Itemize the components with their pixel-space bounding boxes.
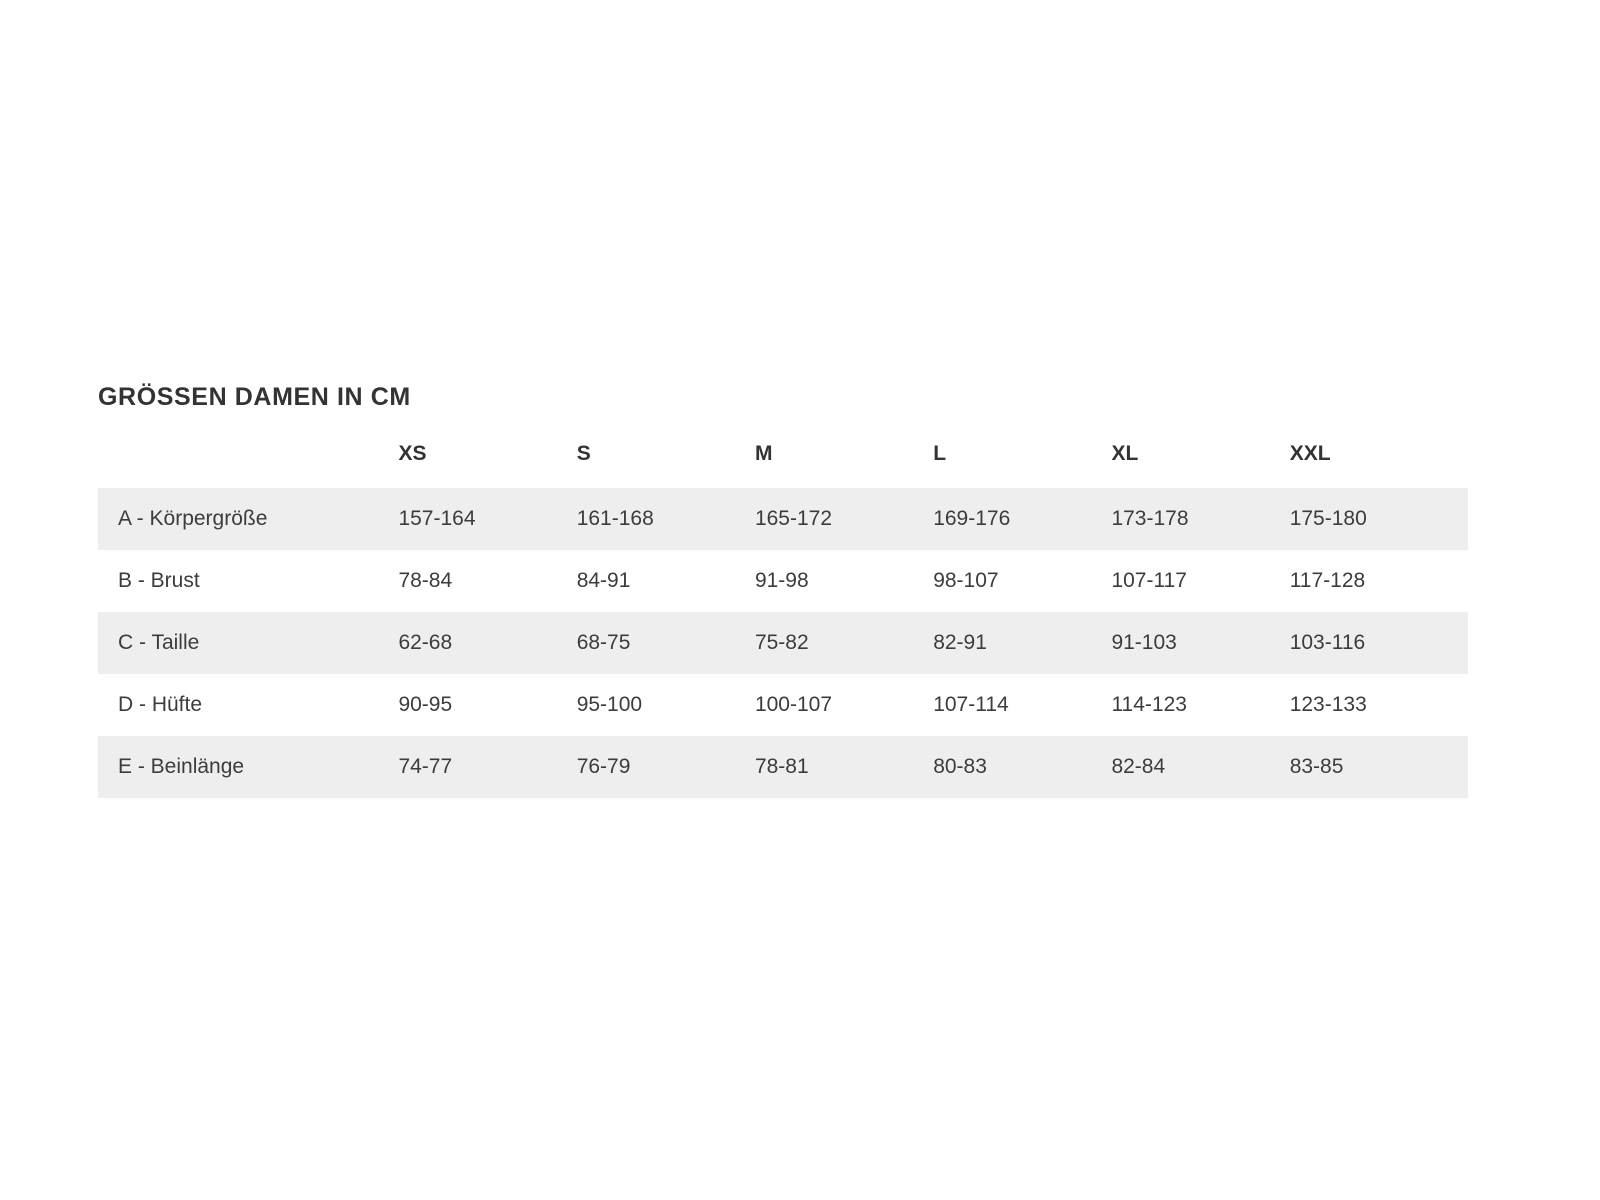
table-row xyxy=(98,736,1468,798)
cell-value: 175-180 xyxy=(1290,488,1468,550)
column-header-s: S xyxy=(576,442,591,465)
cell-value: 75-82 xyxy=(755,612,933,674)
cell-value: 117-128 xyxy=(1290,550,1468,612)
table-body xyxy=(98,488,1468,798)
cell-value: 161-168 xyxy=(577,488,755,550)
cell-value: 114-123 xyxy=(1111,674,1289,736)
table-row xyxy=(98,612,1468,674)
cell-value: 100-107 xyxy=(755,674,933,736)
table-row xyxy=(98,674,1468,736)
column-header-l: L xyxy=(933,442,947,465)
cell-value: 83-85 xyxy=(1290,736,1468,798)
row-label: A - Körpergröße xyxy=(98,488,398,550)
cell-value: 103-116 xyxy=(1290,612,1468,674)
row-label: B - Brust xyxy=(98,550,398,612)
table-row xyxy=(98,488,1468,550)
table-row xyxy=(98,550,1468,612)
size-table xyxy=(98,442,1468,798)
cell-value: 165-172 xyxy=(755,488,933,550)
cell-value: 62-68 xyxy=(398,612,576,674)
column-header-xl: XL xyxy=(1111,442,1139,465)
cell-value: 107-117 xyxy=(1111,550,1289,612)
cell-value: 91-103 xyxy=(1111,612,1289,674)
cell-value: 78-81 xyxy=(755,736,933,798)
cell-value: 91-98 xyxy=(755,550,933,612)
size-chart xyxy=(98,383,1468,798)
column-header-xs: XS xyxy=(398,442,427,465)
cell-value: 76-79 xyxy=(577,736,755,798)
cell-value: 82-84 xyxy=(1111,736,1289,798)
table-header xyxy=(98,442,1468,488)
column-header-measurement xyxy=(98,442,398,488)
column-header-m: M xyxy=(754,442,773,465)
cell-value: 80-83 xyxy=(933,736,1111,798)
page-title: GRÖSSEN DAMEN IN CM xyxy=(98,383,411,411)
row-label: E - Beinlänge xyxy=(98,736,398,798)
table-header-row xyxy=(98,442,1468,488)
cell-value: 123-133 xyxy=(1290,674,1468,736)
cell-value: 95-100 xyxy=(577,674,755,736)
cell-value: 78-84 xyxy=(398,550,576,612)
cell-value: 173-178 xyxy=(1111,488,1289,550)
cell-value: 107-114 xyxy=(933,674,1111,736)
row-label: C - Taille xyxy=(98,612,398,674)
cell-value: 82-91 xyxy=(933,612,1111,674)
cell-value: 68-75 xyxy=(577,612,755,674)
row-label: D - Hüfte xyxy=(98,674,398,736)
cell-value: 157-164 xyxy=(398,488,576,550)
cell-value: 84-91 xyxy=(577,550,755,612)
cell-value: 90-95 xyxy=(398,674,576,736)
cell-value: 98-107 xyxy=(933,550,1111,612)
column-header-xxl: XXL xyxy=(1289,442,1331,465)
cell-value: 74-77 xyxy=(398,736,576,798)
cell-value: 169-176 xyxy=(933,488,1111,550)
